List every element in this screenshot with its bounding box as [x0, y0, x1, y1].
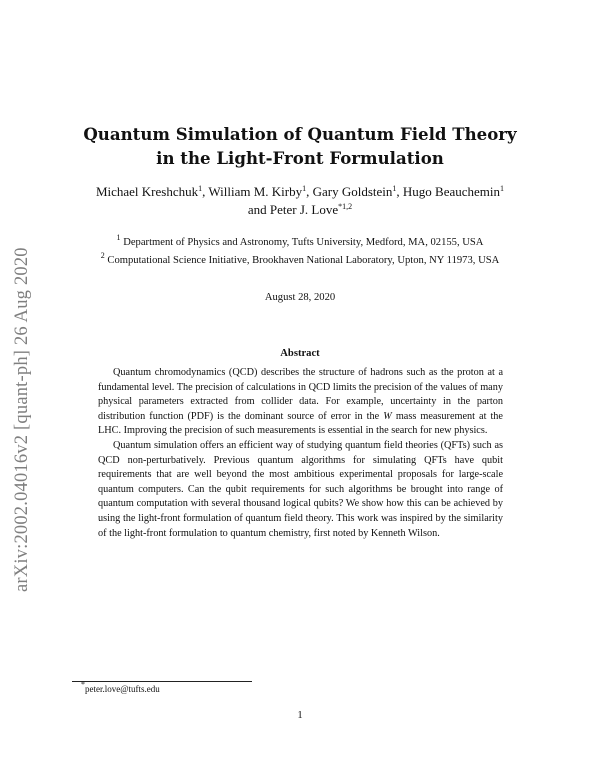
author-affiliation-mark: *1,2 — [338, 202, 353, 211]
paper-title — [0, 122, 600, 170]
affiliations — [0, 234, 600, 270]
affiliation-2: $^2$ Computational Science Initiative, Brookhaven National Laboratory, Upton, NY 11973, USA — [100, 251, 500, 266]
author-name: Gary Goldstein — [312, 184, 393, 199]
title-line-2: in the Light-Front Formulation — [156, 148, 444, 168]
author-name: Michael Kreshchuk — [95, 184, 199, 199]
author-affiliation-mark: 1 — [392, 184, 397, 193]
publication-date: August 28, 2020 — [264, 292, 336, 303]
abstract-paragraph-1: Quantum chromodynamics (QCD) describes the structure of hadrons such as the proton at a fundamental level. The precision of calculations in QCD limits the precision of the values of many physical parameters extracted from collider data. For example, uncertainty in the parton distribution function (PDF) is the dominant source of error in the W mass measurement at the LHC. Improving the precision of such measurements is essential in the search for new physics. — [98, 367, 503, 437]
footnote-mark: * — [81, 680, 85, 689]
abstract-body — [98, 366, 503, 541]
abstract-paragraph-2: Quantum simulation offers an efficient way of studying quantum field theories (QFTs) such as QCD non-perturbatively. Previous quantum algorithms for simulating QFTs have qubit requirements that are well beyond the most ambitious experimental proposals for large-scale quantum computers. Can the qubit requirements for such algorithms be brought into range of quantum computation with several thousand logical qubits? We show how this can be achieved by using the light-front formulation of quantum field theory. This work was inspired by the similarity of the light-front formulation to quantum chemistry, first noted by Kenneth Wilson. — [98, 439, 503, 539]
author-affiliation-mark: 1 — [302, 184, 307, 193]
corresponding-email: peter.love@tufts.edu — [85, 684, 160, 694]
page-number: 1 — [297, 710, 303, 721]
w-boson-symbol: W — [383, 410, 392, 422]
author-line-2: and Peter J. Love$^{*1,2}$ — [247, 202, 353, 217]
abstract-heading: Abstract — [280, 348, 320, 359]
author-name: Hugo Beauchemin — [402, 184, 501, 199]
affiliation-1: $^1$ Department of Physics and Astronomy, Tufts University, Medford, MA, 02155, USA — [116, 233, 484, 248]
author-line-1: Michael Kreshchuk$^1$, William M. Kirby$^1$, Gary Goldstein$^1$, Hugo Beauchemin$^1$ — [95, 184, 505, 199]
footnote — [81, 680, 160, 694]
author-affiliation-mark: 1 — [500, 184, 505, 193]
author-list — [0, 183, 600, 219]
author-name: Peter J. Love — [269, 202, 339, 217]
title-line-1: Quantum Simulation of Quantum Field Theory — [83, 124, 517, 144]
footnote-rule — [72, 681, 252, 682]
affiliation-mark: 1 — [116, 233, 121, 242]
author-affiliation-mark: 1 — [198, 184, 203, 193]
affiliation-mark: 2 — [100, 251, 105, 260]
arxiv-identifier-stamp: arXiv:2002.04016v2 [quant-ph] 26 Aug 2020 — [12, 247, 32, 592]
author-name: William M. Kirby — [208, 184, 303, 199]
